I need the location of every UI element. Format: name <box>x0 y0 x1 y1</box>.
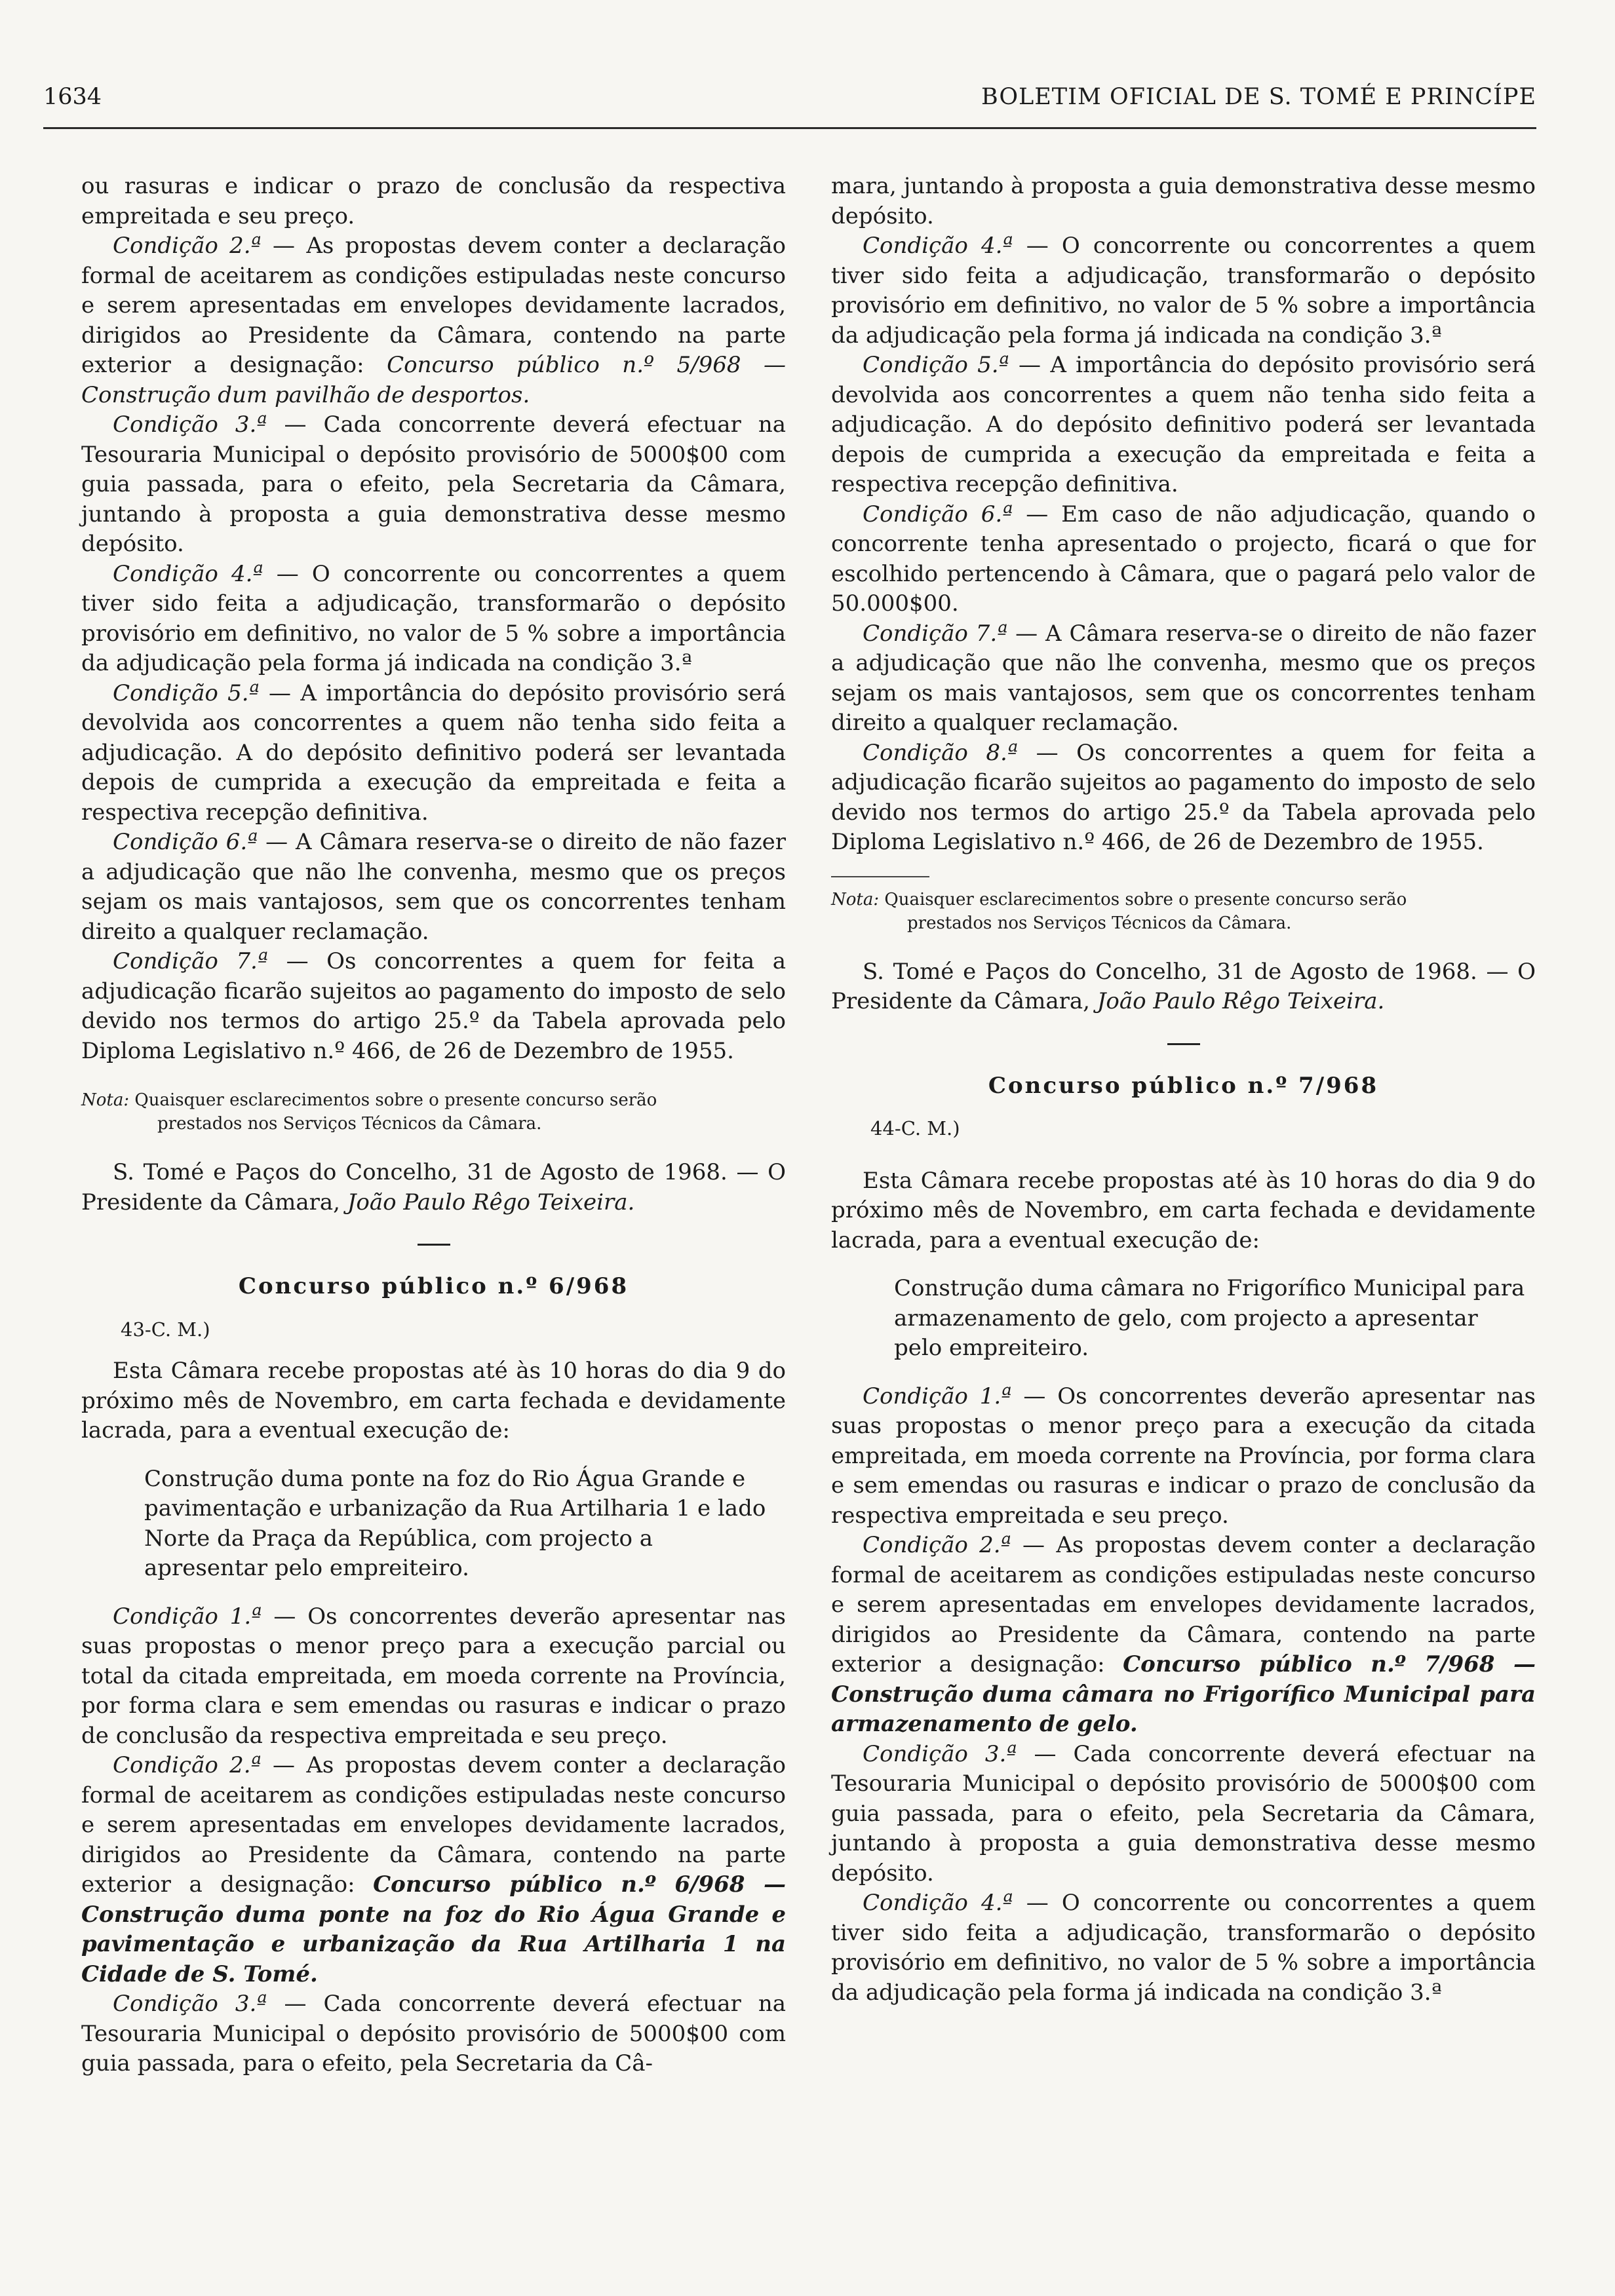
condition-text: — Os concorrentes a quem for feita a adjudicação ficarão sujeitos ao pagamento do imposto de selo devido nos termos do artigo 25.º da Tabela aprovada pelo Diploma Legislativo n.º 466, de 26 de Dezembro de 1955. <box>831 739 1536 855</box>
condition-label: Condição 4.ª <box>863 233 1013 259</box>
condition-text: — As propostas devem conter a declaração formal de aceitarem as condições estipuladas neste concurso e serem apresentadas em envelopes devidamente lacrados, dirigidos ao Presidente da Câmara, contendo na parte exterior a designação: <box>81 233 787 378</box>
condition-text: — A Câmara reserva-se o direito de não fazer a adjudicação que não lhe convenha, mesmo que os preços sejam os mais vantajosos, sem que os concorrentes tenham direito a qualquer reclamação. <box>831 620 1536 736</box>
condition-label: Condição 6.ª <box>113 829 258 855</box>
condition-text: — O concorrente ou concorrentes a quem tiver sido feita a adjudicação, transformarão o depósito provisório em definitivo, no valor de 5 % sobre a importância da adjudicação pela forma já indicada na condição 3.ª <box>831 1890 1536 2006</box>
condition-label: Condição 4.ª <box>113 560 263 587</box>
condition-1-paragraph <box>81 1602 786 1751</box>
condition-text: — Cada concorrente deverá efectuar na Tesouraria Municipal o depósito provisório de 5000$00 com guia passada, para o efeito, pela Secretaria da Câ- <box>81 1991 786 2076</box>
note-label: Nota: <box>81 1090 130 1110</box>
section-separator <box>1167 1043 1200 1045</box>
condition-4-paragraph <box>831 231 1536 351</box>
condition-text: — A importância do depósito provisório será devolvida aos concorrentes a quem não tenha sido feita a adjudicação. A do depósito definitivo poderá ser levantada depois de cumprida a execução da empreitada e feita a respectiva recepção definitiva. <box>831 352 1536 497</box>
work-description: Construção duma câmara no Frigorífico Municipal para armazenamento de gelo, com projecto a apresentar pelo empreiteiro. <box>894 1275 1525 1361</box>
condition-3-paragraph <box>831 1740 1536 1889</box>
condition-3-paragraph <box>81 1989 786 2079</box>
condition-label: Condição 7.ª <box>113 948 268 974</box>
condition-label: Condição 3.ª <box>863 1740 1017 1767</box>
note-label: Nota: <box>831 889 880 909</box>
condition-1-paragraph <box>831 1382 1536 1531</box>
condition-label: Condição 1.ª <box>113 1603 262 1630</box>
note-line: Quaisquer esclarecimentos sobre o presente concurso serão <box>129 1090 657 1110</box>
intro-paragraph: Esta Câmara recebe propostas até às 10 horas do dia 9 do próximo mês de Novembro, em carta fechada e devidamente lacrada, para a eventual execução de: <box>831 1167 1536 1253</box>
condition-text: — Em caso de não adjudicação, quando o concorrente tenha apresentado o projecto, ficará o que for escolhido pertencendo à Câmara, que o pagará pelo valor de 50.000$00. <box>831 501 1536 617</box>
section-separator <box>418 1244 450 1246</box>
intro-paragraph: Esta Câmara recebe propostas até às 10 horas do dia 9 do próximo mês de Novembro, em carta fechada e devidamente lacrada, para a eventual execução de: <box>81 1358 786 1444</box>
note <box>831 888 1536 935</box>
note-line: prestados nos Serviços Técnicos da Câmara. <box>157 1114 542 1134</box>
condition-2-paragraph <box>81 1751 786 1989</box>
condition-label: Condição 4.ª <box>863 1890 1013 1916</box>
condition-label: Condição 5.ª <box>863 352 1009 378</box>
signature-text: S. Tomé e Paços do Concelho, 31 de Agosto de 1968. — O Presidente da Câmara, <box>831 958 1536 1014</box>
condition-text: — A importância do depósito provisório será devolvida aos concorrentes a quem não tenha sido feita a adjudicação. A do depósito definitivo poderá ser levantada depois de cumprida a execução da empreitada e feita a respectiva recepção definitiva. <box>81 679 787 826</box>
condition-text: — As propostas devem conter a declaração formal de aceitarem as condições estipuladas neste concurso e serem apresentadas em envelopes devidamente lacrados, dirigidos ao Presidente da Câmara, contendo na parte exterior a designação: <box>81 1752 787 1898</box>
work-description: Construção duma ponte na foz do Rio Água Grande e pavimentação e urbanização da Rua Artilharia 1 e lado Norte da Praça da República, com projecto a apresentar pelo empreiteiro. <box>144 1465 766 1581</box>
signatory-name: João Paulo Rêgo Teixeira. <box>1097 988 1385 1014</box>
note <box>81 1088 786 1136</box>
condition-2-paragraph <box>831 1531 1536 1740</box>
signature-paragraph <box>81 1158 786 1217</box>
condition-label: Condição 5.ª <box>113 679 260 706</box>
condition-text: — Os concorrentes deverão apresentar nas suas propostas o menor preço para a execução da citada empreitada, em moeda corrente na Província, por forma clara e sem emendas ou rasuras e indicar o prazo de conclusão da respectiva empreitada e seu preço. <box>831 1383 1536 1529</box>
condition-6-paragraph <box>81 828 786 947</box>
note-line: prestados nos Serviços Técnicos da Câmara. <box>907 913 1292 933</box>
condition-label: Condição 8.ª <box>863 739 1018 766</box>
condition-label: Condição 2.ª <box>113 1752 262 1778</box>
section-heading: Concurso público n.º 6/968 <box>238 1273 629 1299</box>
page-number: 1634 <box>43 84 102 110</box>
note-line: Quaisquer esclarecimentos sobre o presente concurso serão <box>879 889 1407 909</box>
reference-code: 44-C. M.) <box>870 1117 960 1139</box>
right-column <box>831 172 1536 2008</box>
condition-label: Condição 3.ª <box>113 1991 267 2017</box>
section-heading: Concurso público n.º 7/968 <box>988 1072 1379 1099</box>
page-header <box>43 84 1536 123</box>
condition-7-paragraph <box>81 947 786 1066</box>
condition-label: Condição 1.ª <box>863 1383 1012 1409</box>
reference-code: 43-C. M.) <box>121 1318 210 1341</box>
header-rule <box>43 127 1536 129</box>
condition-4-paragraph <box>831 1888 1536 2008</box>
condition-text: — Cada concorrente deverá efectuar na Tesouraria Municipal o depósito provisório de 5000$00 com guia passada, para o efeito, pela Secretaria da Câmara, juntando à proposta a guia demonstrativa desse mesmo depósito. <box>81 411 786 557</box>
condition-text: — As propostas devem conter a declaração formal de aceitarem as condições estipuladas neste concurso e serem apresentadas em envelopes devidamente lacrados, dirigidos ao Presidente da Câmara, contendo na parte exterior a designação: <box>831 1532 1536 1677</box>
signature-paragraph <box>831 957 1536 1017</box>
signatory-name: João Paulo Rêgo Teixeira. <box>347 1189 635 1215</box>
condition-2-paragraph <box>81 231 786 410</box>
note-rule <box>831 876 929 877</box>
condition-text: — O concorrente ou concorrentes a quem tiver sido feita a adjudicação, transformarão o depósito provisório em definitivo, no valor de 5 % sobre a importância da adjudicação pela forma já indicada na condição 3.ª <box>81 560 786 676</box>
condition-label: Condição 6.ª <box>863 501 1013 527</box>
condition-label: Condição 7.ª <box>863 620 1008 647</box>
condition-text: — A Câmara reserva-se o direito de não fazer a adjudicação que não lhe convenha, mesmo que os preços sejam os mais vantajosos, sem que os concorrentes tenham direito a qualquer reclamação. <box>81 829 786 945</box>
condition-5-paragraph <box>831 351 1536 500</box>
condition-label: Condição 3.ª <box>113 411 267 438</box>
condition-text: — Cada concorrente deverá efectuar na Tesouraria Municipal o depósito provisório de 5000$00 com guia passada, para o efeito, pela Secretaria da Câmara, juntando à proposta a guia demonstrativa desse mesmo depósito. <box>831 1740 1536 1886</box>
journal-title: BOLETIM OFICIAL DE S. TOMÉ E PRINCÍPE <box>981 84 1536 110</box>
condition-7-paragraph <box>831 619 1536 738</box>
signature-text: S. Tomé e Paços do Concelho, 31 de Agosto de 1968. — O Presidente da Câmara, <box>81 1159 786 1215</box>
designation-text: Concurso público n.º 5/968 — Construção dum pavilhão de desportos. <box>81 352 786 408</box>
continued-paragraph: mara, juntando à proposta a guia demonstrativa desse mesmo depósito. <box>831 173 1536 229</box>
designation-text: Concurso público n.º 7/968 — Construção duma câmara no Frigorífico Municipal para armazenamento de gelo. <box>831 1651 1536 1737</box>
condition-text: — Os concorrentes deverão apresentar nas suas propostas o menor preço para a execução parcial ou total da citada empreitada, em moeda corrente na Província, por forma clara e sem emendas ou rasuras e indicar o prazo de conclusão da respectiva empreitada e seu preço. <box>81 1603 787 1749</box>
condition-3-paragraph <box>81 410 786 560</box>
left-column <box>81 172 786 2079</box>
condition-label: Condição 2.ª <box>113 233 262 259</box>
condition-4-paragraph <box>81 560 786 679</box>
designation-text: Concurso público n.º 6/968 — Construção duma ponte na foz do Rio Água Grande e pavimentação e urbanização da Rua Artilharia 1 na Cidade de S. Tomé. <box>81 1871 786 1987</box>
continued-paragraph: ou rasuras e indicar o prazo de conclusão da respectiva empreitada e seu preço. <box>81 173 786 229</box>
condition-text: — O concorrente ou concorrentes a quem tiver sido feita a adjudicação, transformarão o depósito provisório em definitivo, no valor de 5 % sobre a importância da adjudicação pela forma já indicada na condição 3.ª <box>831 233 1536 349</box>
condition-text: — Os concorrentes a quem for feita a adjudicação ficarão sujeitos ao pagamento do imposto de selo devido nos termos do artigo 25.º da Tabela aprovada pelo Diploma Legislativo n.º 466, de 26 de Dezembro de 1955. <box>81 948 786 1064</box>
condition-label: Condição 2.ª <box>863 1532 1011 1558</box>
condition-5-paragraph <box>81 679 786 828</box>
condition-6-paragraph <box>831 500 1536 619</box>
condition-8-paragraph <box>831 738 1536 858</box>
